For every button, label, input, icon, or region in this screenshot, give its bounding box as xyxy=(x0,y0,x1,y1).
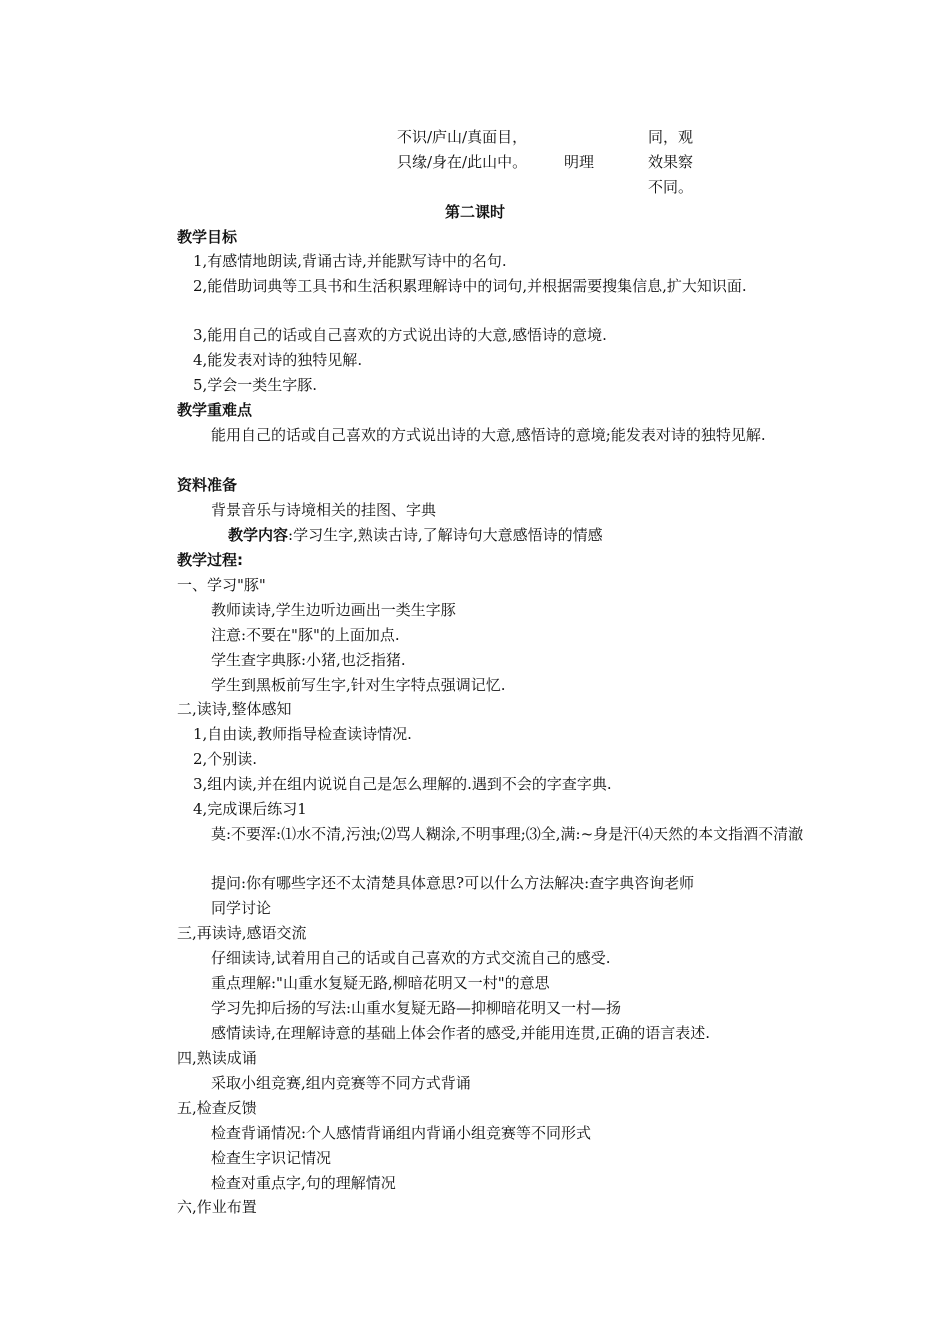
lesson-title: 第二课时 xyxy=(444,203,505,221)
key-points-text: 能用自己的话或自己喜欢的方式说出诗的大意,感悟诗的意境;能发表对诗的独特见解. xyxy=(211,426,766,444)
s3-line-2: 重点理解:"山重水复疑无路,柳暗花明又一村"的意思 xyxy=(211,974,550,992)
section-5-title: 五,检查反馈 xyxy=(177,1099,257,1117)
s2-line-3: 3,组内读,并在组内说说自己是怎么理解的.遇到不会的字查字典. xyxy=(193,775,612,793)
s3-line-3: 学习先抑后扬的写法:山重水复疑无路—抑柳暗花明又一村—扬 xyxy=(211,999,622,1017)
content-label: 教学内容 xyxy=(228,526,289,544)
materials-text: 背景音乐与诗境相关的挂图、字典 xyxy=(211,501,437,519)
s2-definition: 莫:不要浑:⑴水不清,污浊;⑵骂人糊涂,不明事理;⑶全,满:~身是汗⑷天然的本文指酒不清澈 xyxy=(211,825,804,843)
right-line-1: 同，观 xyxy=(648,128,694,146)
s5-line-3: 检查对重点字,句的理解情况 xyxy=(211,1174,396,1192)
s2-line-2: 2,个别读. xyxy=(193,750,258,768)
poem-line-1: 不识/庐山/真面目， xyxy=(397,128,528,146)
section-2-title: 二,读诗,整体感知 xyxy=(177,700,292,718)
section-6-title: 六,作业布置 xyxy=(177,1198,257,1216)
s5-line-1: 检查背诵情况:个人感情背诵组内背诵小组竞赛等不同形式 xyxy=(211,1124,592,1142)
s2-discuss: 同学讨论 xyxy=(211,899,272,917)
s1-line-4: 学生到黑板前写生字,针对生字特点强调记忆. xyxy=(211,676,506,694)
s1-line-3: 学生查字典豚:小猪,也泛指猪. xyxy=(211,651,406,669)
s1-line-1: 教师读诗,学生边听边画出一类生字豚 xyxy=(211,601,456,619)
section-1-title: 一、学习"豚" xyxy=(177,576,266,594)
goal-item-5: 5,学会一类生字豚. xyxy=(193,376,318,394)
s2-question: 提问:你有哪些字还不太清楚具体意思?可以什么方法解决:查字典咨询老师 xyxy=(211,874,695,892)
s3-line-1: 仔细读诗,试着用自己的话或自己喜欢的方式交流自己的感受. xyxy=(211,949,611,967)
section-3-title: 三,再读诗,感语交流 xyxy=(177,924,307,942)
section-4-title: 四,熟读成诵 xyxy=(177,1049,257,1067)
middle-label: 明理 xyxy=(564,153,595,171)
poem-line-2: 只缘/身在/此山中。 xyxy=(397,153,528,171)
content-text: :学习生字,熟读古诗,了解诗句大意感悟诗的情感 xyxy=(288,526,603,544)
goal-item-3: 3,能用自己的话或自己喜欢的方式说出诗的大意,感悟诗的意境. xyxy=(193,326,607,344)
right-line-3: 不同。 xyxy=(648,178,694,196)
goals-heading: 教学目标 xyxy=(177,228,238,246)
content-line xyxy=(228,525,603,545)
goal-item-2: 2,能借助词典等工具书和生活积累理解诗中的词句,并根据需要搜集信息,扩大知识面. xyxy=(193,277,747,295)
key-points-heading: 教学重难点 xyxy=(177,401,253,419)
s3-line-4: 感情读诗,在理解诗意的基础上体会作者的感受,并能用连贯,正确的语言表述. xyxy=(211,1024,711,1042)
s4-line-1: 采取小组竞赛,组内竞赛等不同方式背诵 xyxy=(211,1074,471,1092)
process-heading: 教学过程: xyxy=(177,551,243,569)
s2-line-1: 1,自由读,教师指导检查读诗情况. xyxy=(193,725,412,743)
right-line-2: 效果察 xyxy=(648,153,694,171)
goal-item-4: 4,能发表对诗的独特见解. xyxy=(193,351,363,369)
s1-line-2: 注意:不要在"豚"的上面加点. xyxy=(211,626,400,644)
s2-line-4: 4,完成课后练习1 xyxy=(193,800,307,818)
materials-heading: 资料准备 xyxy=(177,476,238,494)
s5-line-2: 检查生字识记情况 xyxy=(211,1149,332,1167)
goal-item-1: 1,有感情地朗读,背诵古诗,并能默写诗中的名句. xyxy=(193,252,507,270)
